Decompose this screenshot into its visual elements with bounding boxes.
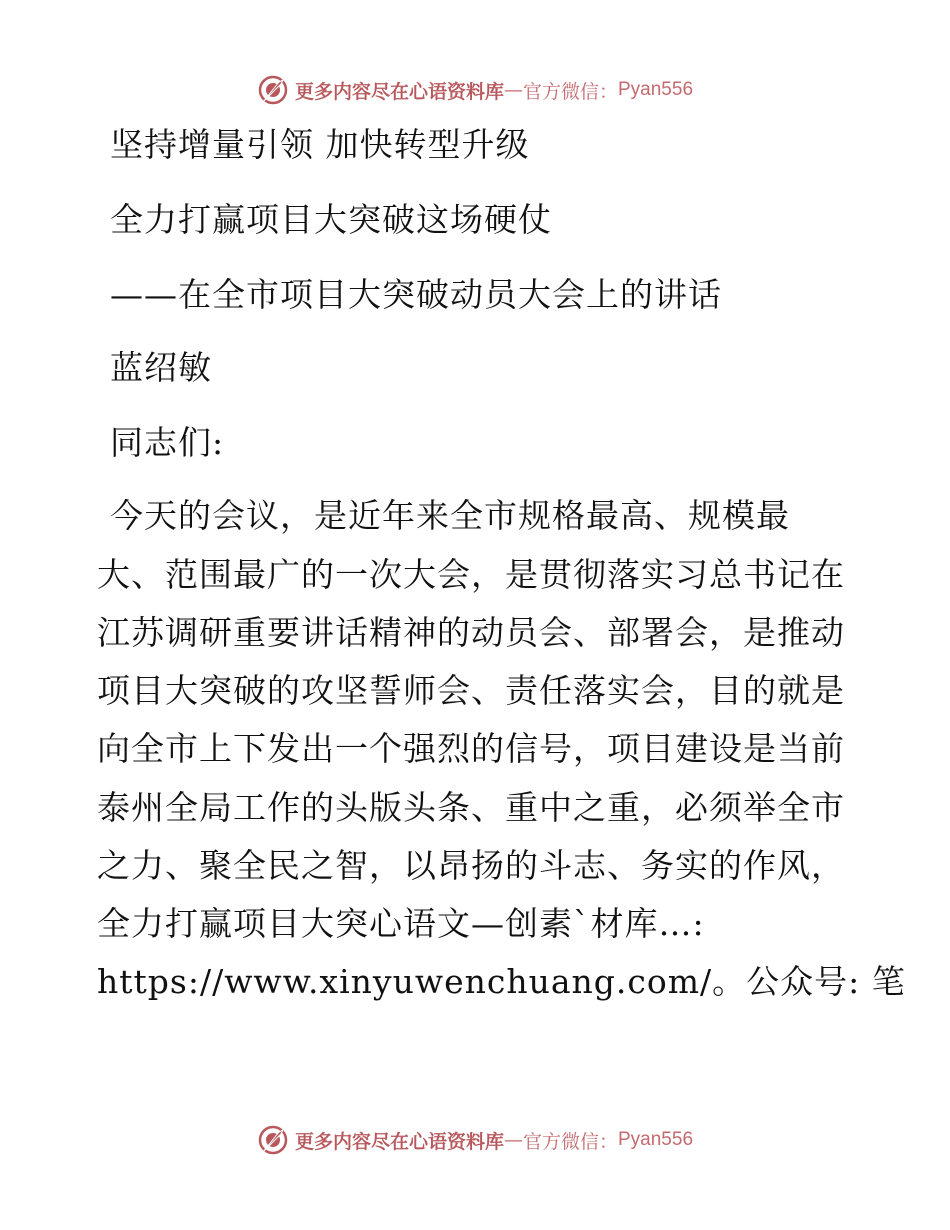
watermark-wechat-id: Pyan556 [618,79,694,100]
paragraph-line: 向全市上下发出一个强烈的信号，项目建设是当前 [97,729,845,768]
watermark-brand-text: 更多内容尽在心语资料库 [294,1130,504,1153]
paragraph-line: 之力、聚全民之智，以昂扬的斗志、务实的作风， [97,846,845,885]
watermark-wechat-id: Pyan556 [618,1129,694,1150]
paragraph-line: 泰州全局工作的头版头条、重中之重，必须举全市 [97,788,845,827]
watermark-dash: — [503,1129,523,1151]
paragraph-line: 江苏调研重要讲话精神的动员会、部署会，是推动 [97,613,845,652]
subtitle: ——在全市项目大突破动员大会上的讲话 [110,275,722,314]
title-line-2: 全力打赢项目大突破这场硬仗 [110,200,552,239]
paragraph-line: 全力打赢项目大突心语文—创素`材库…: [97,904,705,943]
watermark-wechat-label: 官方微信： [522,80,618,103]
quill-logo-icon [257,74,289,106]
watermark-banner-top [0,70,950,110]
author: 蓝绍敏 [110,348,212,387]
paragraph-line: 项目大突破的攻坚誓师会、责任落实会，目的就是 [97,671,845,710]
quill-logo-icon [257,1124,289,1156]
watermark-brand-text: 更多内容尽在心语资料库 [294,80,504,103]
watermark-dash: — [503,79,523,101]
watermark-wechat-label: 官方微信： [522,1130,618,1153]
watermark-banner-bottom [0,1120,950,1160]
paragraph-line-url: https://www.xinyuwenchuang.com/。公众号: 笔 [97,962,906,1001]
paragraph-line: 大、范围最广的一次大会，是贯彻落实习总书记在 [97,555,845,594]
salutation: 同志们: [110,423,225,462]
paragraph-line: 今天的会议，是近年来全市规格最高、规模最 [110,496,790,535]
title-line-1: 坚持增量引领 加快转型升级 [110,125,530,164]
